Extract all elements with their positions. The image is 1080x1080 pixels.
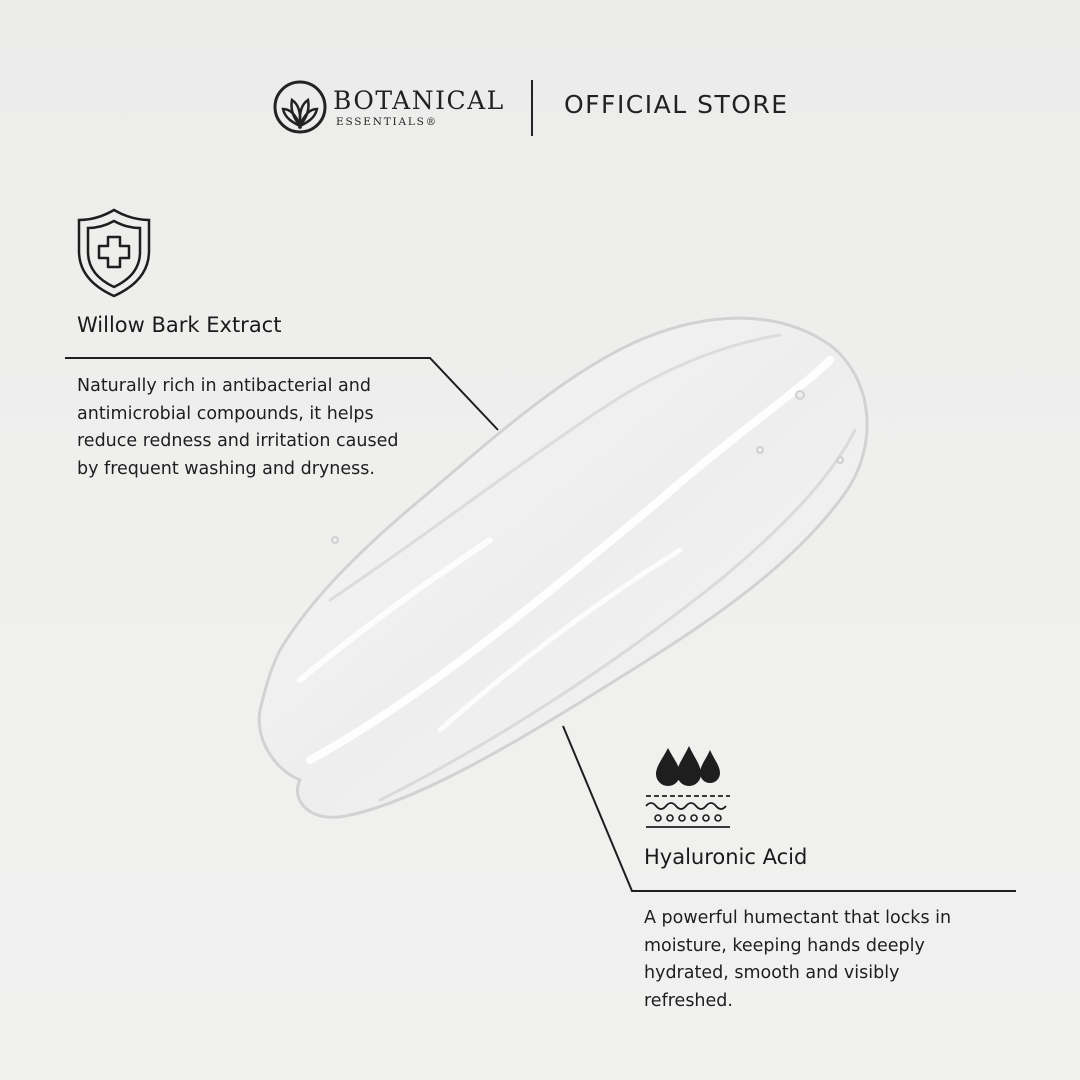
willow-bark-description-line: Naturally rich in antibacterial and bbox=[77, 376, 371, 396]
willow-bark-description bbox=[77, 373, 447, 483]
brand-name: BOTANICAL bbox=[333, 86, 505, 115]
hyaluronic-acid-description bbox=[644, 905, 1024, 1015]
brand-subtitle: ESSENTIALS® bbox=[336, 116, 438, 128]
willow-bark-title: Willow Bark Extract bbox=[77, 313, 282, 337]
hyaluronic-acid-description-line: A powerful humectant that locks in bbox=[644, 908, 952, 928]
water-drops-skin-icon bbox=[644, 744, 734, 830]
willow-bark-description-line: antimicrobial compounds, it helps bbox=[77, 403, 374, 424]
willow-bark-description-line: reduce redness and irritation caused bbox=[77, 431, 399, 451]
store-label: OFFICIAL STORE bbox=[564, 90, 789, 119]
hyaluronic-acid-title: Hyaluronic Acid bbox=[644, 845, 808, 869]
hyaluronic-acid-description-line: moisture, keeping hands deeply bbox=[644, 935, 925, 956]
hyaluronic-acid-description-line: hydrated, smooth and visibly bbox=[644, 963, 900, 983]
shield-cross-icon bbox=[76, 207, 152, 299]
hyaluronic-acid-description-line: refreshed. bbox=[644, 990, 733, 1011]
willow-bark-description-line: by frequent washing and dryness. bbox=[77, 458, 375, 479]
